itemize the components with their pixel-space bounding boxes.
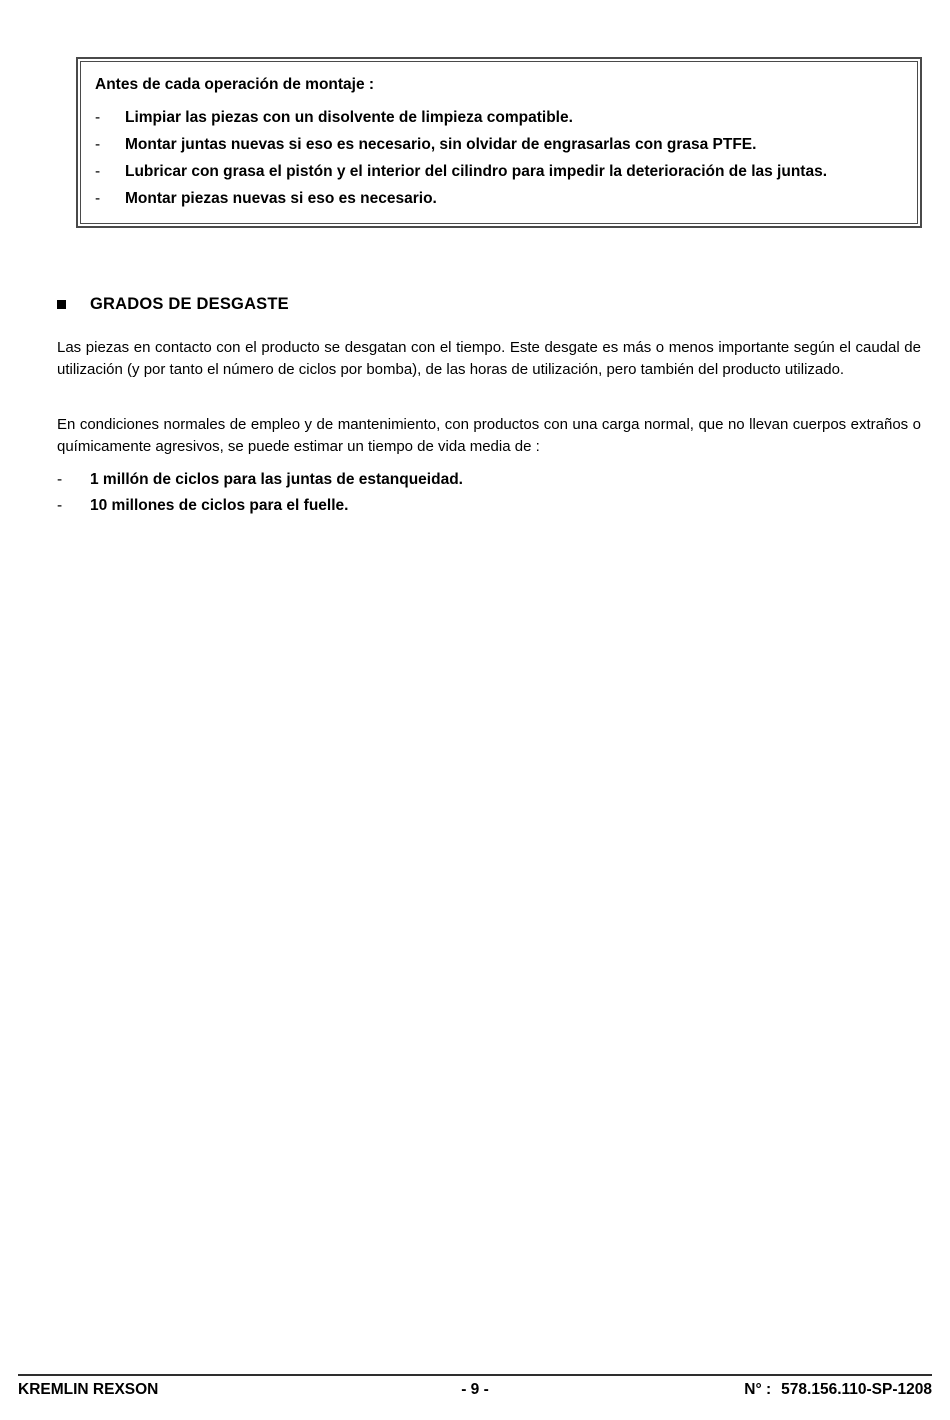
dash-bullet: -: [57, 497, 63, 514]
dash-bullet: -: [95, 136, 101, 153]
dash-bullet: -: [95, 109, 101, 126]
square-bullet-icon: [57, 300, 66, 309]
notice-item-text: Lubricar con grasa el pistón y el interior del cilindro para impedir la deterioración de las juntas.: [125, 163, 827, 180]
dash-bullet: -: [95, 163, 101, 180]
life-item-text: 10 millones de ciclos para el fuelle.: [90, 497, 349, 514]
notice-list-item: [95, 188, 903, 209]
notice-list-item: [95, 134, 903, 155]
life-expectancy-list: [57, 469, 921, 521]
section-title: GRADOS DE DESGASTE: [90, 295, 289, 313]
notice-item-text: Limpiar las piezas con un disolvente de limpieza compatible.: [125, 109, 573, 126]
footer-company: KREMLIN REXSON: [18, 1381, 159, 1398]
page-footer: [18, 1374, 932, 1399]
notice-box-inner: [80, 61, 918, 224]
life-list-item: [57, 495, 921, 516]
footer-doc-label: N° :: [744, 1381, 772, 1398]
footer-document-number: [489, 1381, 932, 1399]
section-heading: [57, 295, 289, 314]
notice-list-item: [95, 107, 903, 128]
footer-page-number: - 9 -: [461, 1381, 489, 1398]
dash-bullet: -: [57, 471, 63, 488]
notice-title: Antes de cada operación de montaje :: [95, 76, 375, 93]
dash-bullet: -: [95, 190, 101, 207]
life-item-text: 1 millón de ciclos para las juntas de estanqueidad.: [90, 471, 463, 488]
notice-box: [76, 57, 922, 228]
body-paragraph: En condiciones normales de empleo y de mantenimiento, con productos con una carga normal, que no llevan cuerpos extraños o químicamente agresivos, se puede estimar un tiempo de vida media de :: [57, 416, 921, 455]
notice-list-item: [95, 161, 903, 182]
footer-doc-value: 578.156.110-SP-1208: [781, 1381, 932, 1398]
notice-item-text: Montar piezas nuevas si eso es necesario.: [125, 190, 437, 207]
notice-item-text: Montar juntas nuevas si eso es necesario, sin olvidar de engrasarlas con grasa PTFE.: [125, 136, 757, 153]
life-list-item: [57, 469, 921, 490]
body-paragraph: Las piezas en contacto con el producto se desgatan con el tiempo. Este desgate es más o menos importante según el caudal de utilización (y por tanto el número de ciclos por bomba), de las horas de utilización, pero también del producto utilizado.: [57, 339, 921, 378]
